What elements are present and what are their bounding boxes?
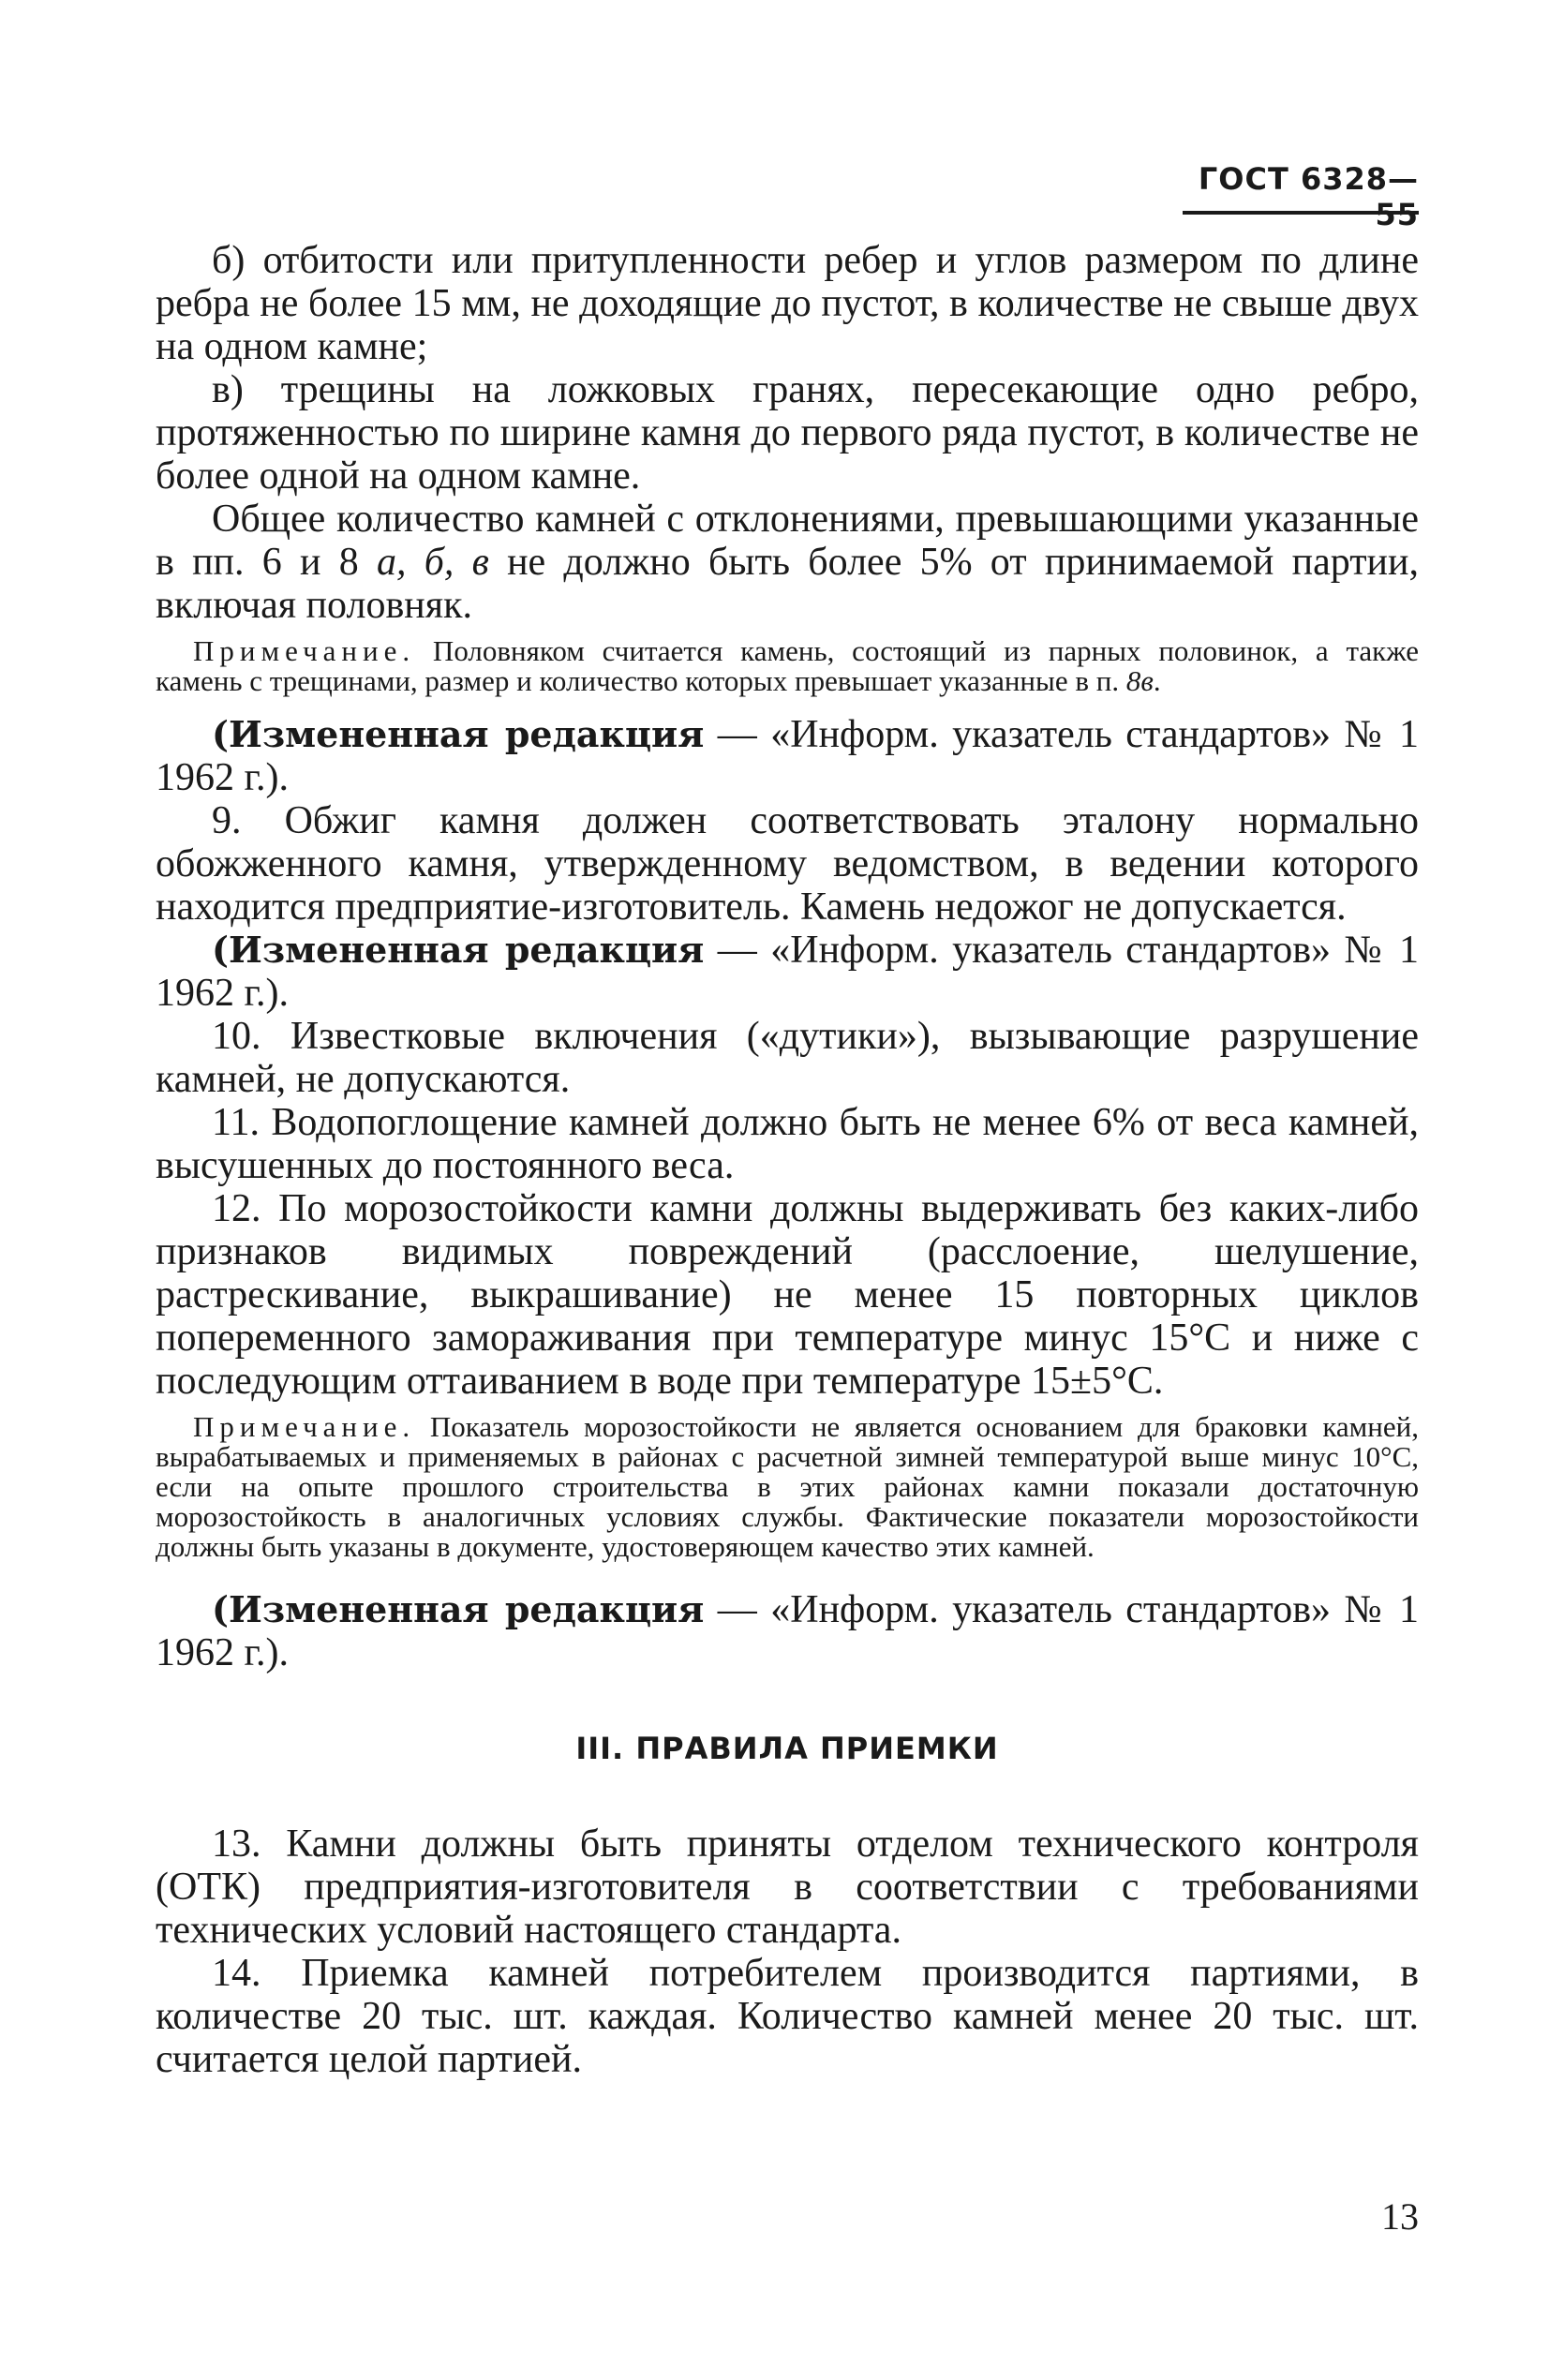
revision-text: — «Информ. указатель стандартов» № 1 1962 г.).	[156, 1588, 1419, 1674]
paragraph-11: 11. Водопоглощение камней должно быть не менее 6% от веса камней, высушенных до постоянного веса.	[156, 1101, 1419, 1187]
paragraph-12: 12. По морозостойкости камни должны выдерживать без каких-либо признаков видимых повреждений (расслоение, шелушение, растрескивание, выкрашивание) не менее 15 повторных циклов попеременного замораживания при температуре минус 15°С и ниже с последующим оттаиванием в воде при температуре 15±5°С.	[156, 1187, 1419, 1403]
revision-text: — «Информ. указатель стандартов» № 1 1962 г.).	[156, 713, 1419, 799]
paragraph-b: б) отбитости или притупленности ребер и углов размером по длине ребра не более 15 мм, не доходящие до пустот, в количестве не свыше двух на одном камне;	[156, 239, 1419, 368]
revision-label: (Измененная редакция	[212, 929, 705, 971]
note-text: Показатель морозостойкости не является основанием для браковки камней, вырабатываемых и применяемых в районах с расчетной зимней температурой выше минус 10°С, если на опыте прошлого строительства в этих районах камни показали достаточную морозостойкость в аналогичных условиях службы. Фактические показатели морозостойкости должны быть указаны в документе, удостоверяющем качество этих камней.	[156, 1410, 1419, 1563]
paragraph-total-items: а, б, в	[376, 541, 489, 584]
note-frost-resistance	[156, 1412, 1419, 1562]
page-number: 13	[1381, 2195, 1419, 2238]
note-reference: 8в	[1125, 664, 1154, 697]
paragraph-9: 9. Обжиг камня должен соответствовать эталону нормально обожженного камня, утвержденному ведомством, в ведении которого находится предприятие-изготовитель. Камень недожог не допускается.	[156, 799, 1419, 929]
document-body	[156, 239, 1419, 2081]
paragraph-total-end: не должно быть более 5% от принимаемой партии, включая половняк.	[156, 541, 1419, 627]
revision-label: (Измененная редакция	[212, 713, 705, 755]
note-label: Примечание.	[193, 1410, 416, 1443]
spacer	[156, 1770, 1419, 1822]
paragraph-14: 14. Приемка камней потребителем производится партиями, в количестве 20 тыс. шт. каждая. Количество камней менее 20 тыс. шт. считается целой партией.	[156, 1952, 1419, 2081]
paragraph-10: 10. Известковые включения («дутики»), вызывающие разрушение камней, не допускаются.	[156, 1015, 1419, 1101]
spacer	[156, 1674, 1419, 1727]
revision-note-1	[156, 713, 1419, 799]
revision-label: (Измененная редакция	[212, 1588, 705, 1630]
header-rule	[1183, 211, 1419, 215]
revision-note-2	[156, 929, 1419, 1015]
paragraph-total	[156, 498, 1419, 627]
revision-note-3	[156, 1588, 1419, 1674]
note-label: Примечание.	[193, 634, 416, 667]
revision-text: — «Информ. указатель стандартов» № 1 1962 г.).	[156, 929, 1419, 1015]
paragraph-v: в) трещины на ложковых гранях, пересекающие одно ребро, протяженностью по ширине камня до первого ряда пустот, в количестве не более одной на одном камне.	[156, 368, 1419, 498]
section-title: III. ПРАВИЛА ПРИЕМКИ	[575, 1731, 999, 1766]
paragraph-total-start: Общее количество камней с отклонениями, превышающими указанные в пп. 6 и 8	[156, 498, 1419, 584]
paragraph-13: 13. Камни должны быть приняты отделом технического контроля (ОТК) предприятия-изготовителя в соответствии с требованиями технических условий настоящего стандарта.	[156, 1822, 1419, 1952]
note-end: .	[1153, 664, 1161, 697]
document-code: ГОСТ 6328—55	[1198, 161, 1419, 232]
note-text: Половняком считается камень, состоящий из парных половинок, а также камень с трещинами, размер и количество которых превышает указанные в п.	[156, 634, 1419, 697]
note-half-brick	[156, 636, 1419, 696]
spacer	[156, 1562, 1419, 1588]
spacer	[156, 696, 1419, 713]
